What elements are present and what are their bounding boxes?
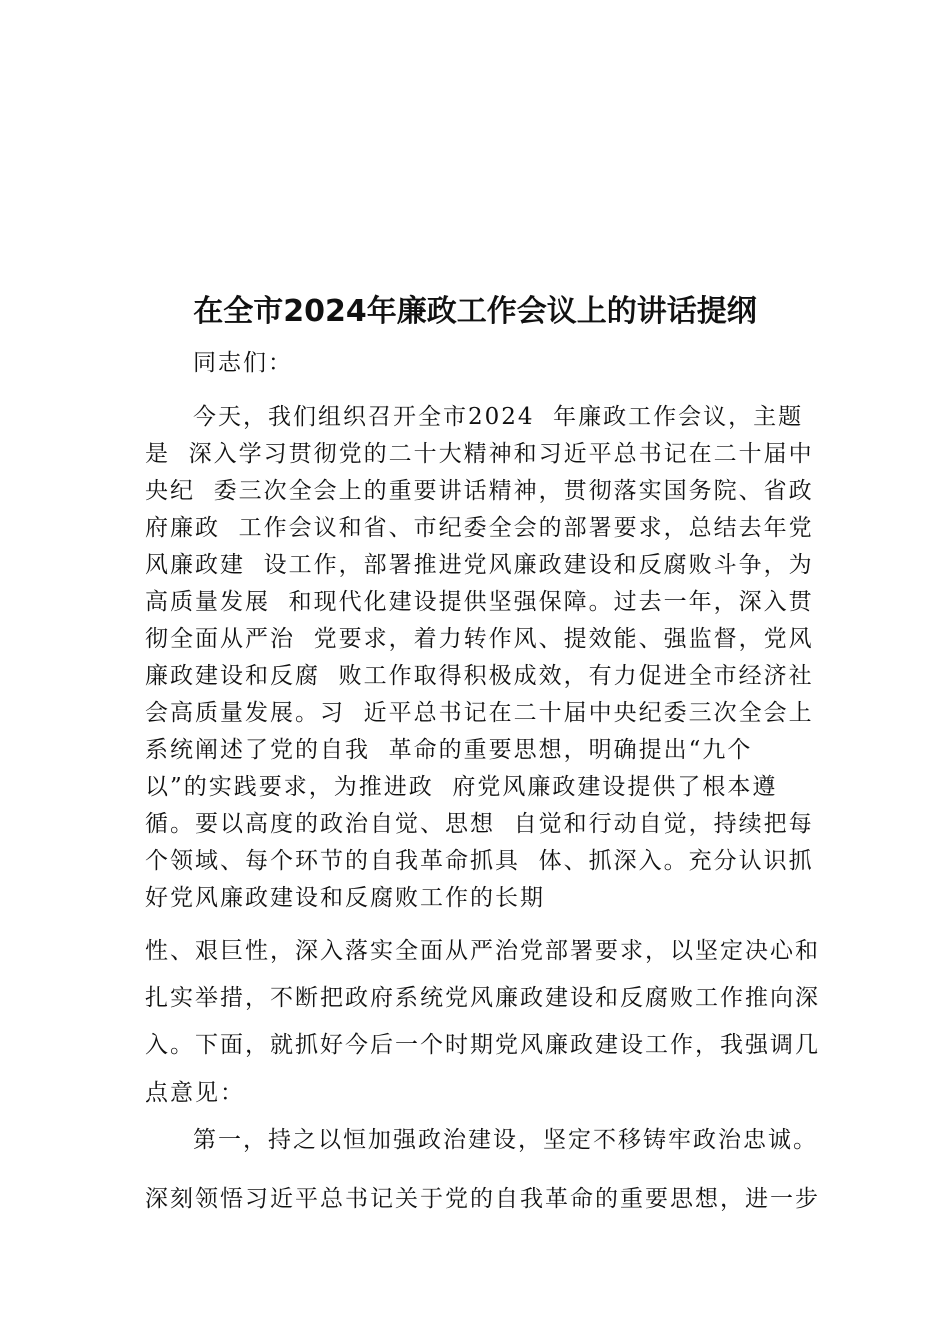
paragraph-line: 循。要以高度的政治自觉、思想 自觉和行动自觉，持续把每 <box>145 811 814 837</box>
paragraph-line: 央纪 委三次全会上的重要讲话精神，贯彻落实国务院、省政 <box>145 478 814 504</box>
paragraph-line: 府廉政 工作会议和省、市纪委全会的部署要求，总结去年党 <box>145 515 814 541</box>
paragraph-line: 会高质量发展。习 近平总书记在二十届中央纪委三次全会上 <box>145 700 814 726</box>
paragraph-line: 风廉政建 设工作，部署推进党风廉政建设和反腐败斗争，为 <box>145 552 814 578</box>
paragraph-line: 彻全面从严治 党要求，着力转作风、提效能、强监督，党风 <box>145 626 814 652</box>
salutation: 同志们： <box>193 350 293 376</box>
paragraph-line: 性、艰巨性，深入落实全面从严治党部署要求，以坚定决心和 <box>145 938 820 964</box>
paragraph-line: 深刻领悟习近平总书记关于党的自我革命的重要思想，进一步 <box>145 1186 820 1212</box>
paragraph-line: 个领域、每个环节的自我革命抓具 体、抓深入。充分认识抓 <box>145 848 814 874</box>
paragraph-line: 系统阐述了党的自我 革命的重要思想，明确提出“九个 <box>145 737 753 763</box>
document-title: 在全市2024年廉政工作会议上的讲话提纲 <box>193 294 757 329</box>
paragraph-line: 以”的实践要求，为推进政 府党风廉政建设提供了根本遵 <box>145 774 778 800</box>
paragraph-line: 今天，我们组织召开全市2024 年廉政工作会议，主题 <box>193 404 804 430</box>
paragraph-line: 廉政建设和反腐 败工作取得积极成效，有力促进全市经济社 <box>145 663 814 689</box>
paragraph-line: 入。下面，就抓好今后一个时期党风廉政建设工作，我强调几 <box>145 1032 820 1058</box>
paragraph-line: 扎实举措，不断把政府系统党风廉政建设和反腐败工作推向深 <box>145 985 820 1011</box>
paragraph-line: 高质量发展 和现代化建设提供坚强保障。过去一年，深入贯 <box>145 589 814 615</box>
section-heading: 第一，持之以恒加强政治建设，坚定不移铸牢政治忠诚。 <box>193 1127 818 1153</box>
paragraph-line: 是 深入学习贯彻党的二十大精神和习近平总书记在二十届中 <box>145 441 814 467</box>
paragraph-line: 好党风廉政建设和反腐败工作的长期 <box>145 885 545 911</box>
paragraph-line: 点意见： <box>145 1080 245 1106</box>
